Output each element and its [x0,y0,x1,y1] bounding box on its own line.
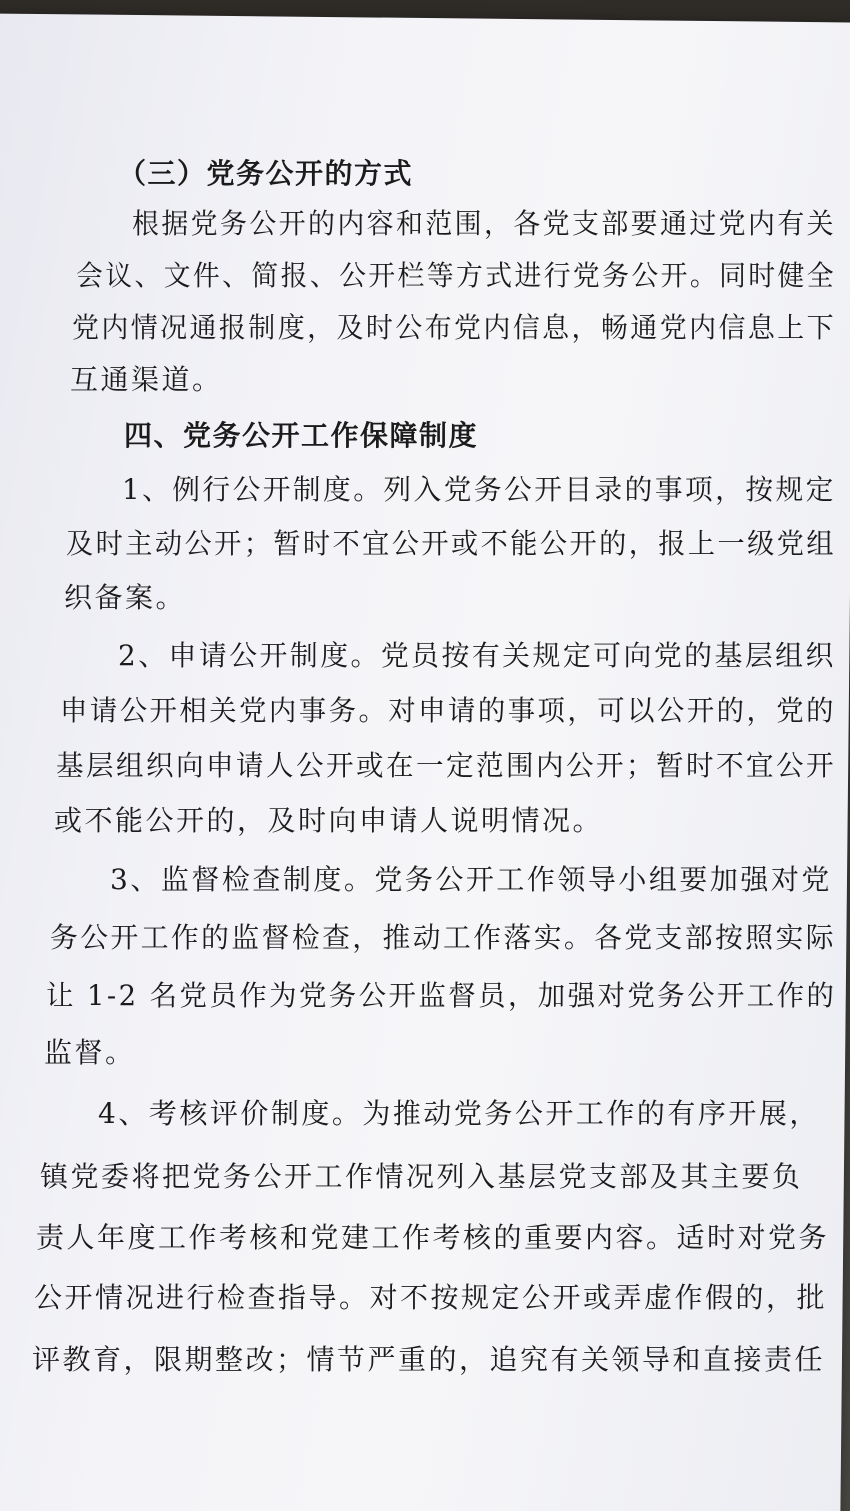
section-4-heading: 四、党务公开工作保障制度 [124,419,479,452]
section-3-line: 互通渠道。 [70,363,223,396]
section-3-line: 会议、文件、简报、公开栏等方式进行党务公开。同时健全 [76,259,837,292]
item-1-line: 1、例行公开制度。列入党务公开目录的事项，按规定 [122,473,836,506]
section-3-line: 党内情况通报制度，及时公布党内信息，畅通党内信息上下 [72,311,837,344]
item-3-line: 务公开工作的监督检查，推动工作落实。各党支部按照实际 [50,921,837,954]
item-4-line: 评教育，限期整改；情节严重的，追究有关领导和直接责任 [32,1343,826,1376]
item-4-line: 公开情况进行检查指导。对不按规定公开或弄虚作假的，批 [34,1281,828,1314]
item-3-line: 监督。 [44,1036,136,1069]
item-4-line: 责人年度工作考核和党建工作考核的重要内容。适时对党务 [36,1221,830,1254]
item-1-line: 及时主动公开；暂时不宜公开或不能公开的，报上一级党组 [66,527,837,560]
item-3-line: 3、监督检查制度。党务公开工作领导小组要加强对党 [110,863,832,896]
section-3-heading: （三）党务公开的方式 [118,157,414,190]
item-4-line: 4、考核评价制度。为推动党务公开工作的有序开展， [98,1097,820,1130]
item-2-line: 2、申请公开制度。党员按有关规定可向党的基层组织 [118,639,836,672]
item-2-line: 基层组织向申请人公开或在一定范围内公开；暂时不宜公开 [56,749,837,782]
item-2-line: 或不能公开的，及时向申请人说明情况。 [54,804,604,837]
item-1-line: 织备案。 [64,581,187,614]
item-4-line: 镇党委将把党务公开工作情况列入基层党支部及其主要负 [40,1160,803,1193]
item-2-line: 申请公开相关党内事务。对申请的事项，可以公开的，党的 [60,694,837,727]
item-3-line: 让 1-2 名党员作为党务公开监督员，加强对党务公开工作的 [46,979,837,1012]
section-3-line: 根据党务公开的内容和范围，各党支部要通过党内有关 [132,207,837,240]
